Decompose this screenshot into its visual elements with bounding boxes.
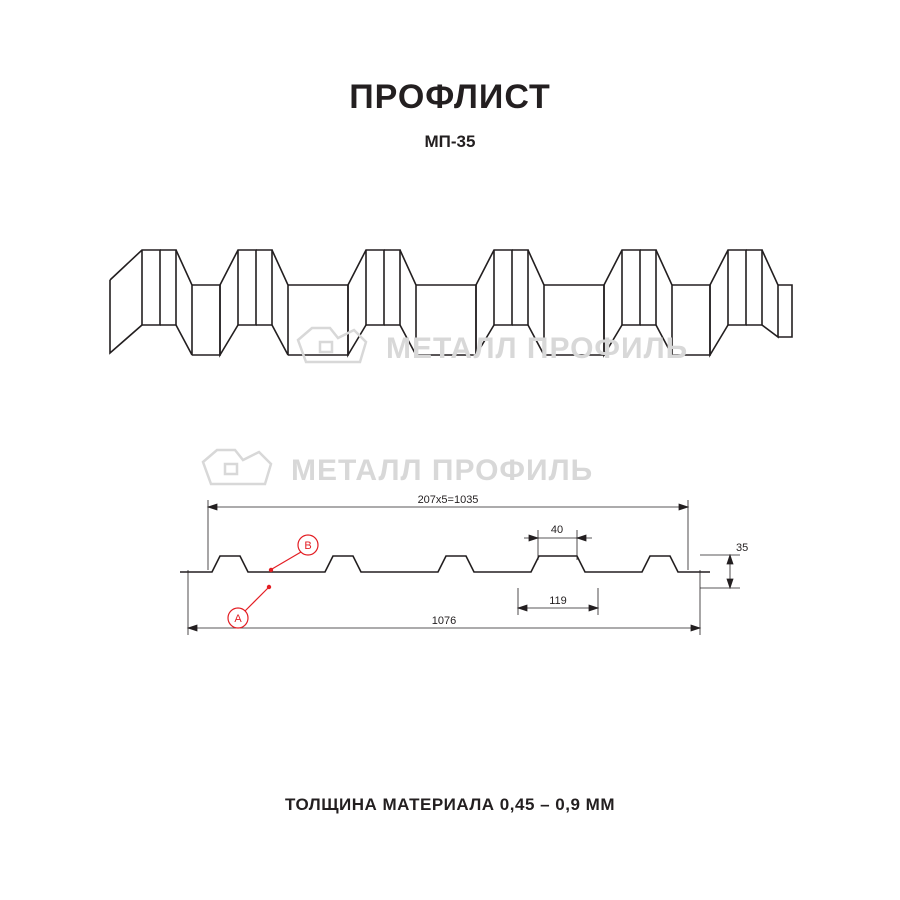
callout-a-label: A [234, 613, 242, 625]
material-thickness-note: ТОЛЩИНА МАТЕРИАЛА 0,45 – 0,9 ММ [285, 795, 615, 814]
dimension-rib-base: 119 [549, 595, 567, 607]
dimension-pitch: 207х5=1035 [417, 494, 479, 506]
page-title: ПРОФЛИСТ [349, 78, 551, 116]
page-subtitle: МП-35 [424, 132, 476, 151]
isometric-profile-view [80, 225, 820, 405]
dimension-rib-top: 40 [550, 524, 564, 536]
watermark-text: МЕТАЛЛ ПРОФИЛЬ [386, 332, 689, 365]
callout-a [228, 585, 271, 628]
cross-section-profile-view [120, 460, 780, 660]
callout-b [269, 535, 318, 572]
dimension-height: 35 [736, 542, 749, 554]
callout-b-label: B [304, 540, 312, 552]
watermark-text: МЕТАЛЛ ПРОФИЛЬ [291, 454, 594, 487]
dimension-total-width: 1076 [431, 615, 457, 627]
